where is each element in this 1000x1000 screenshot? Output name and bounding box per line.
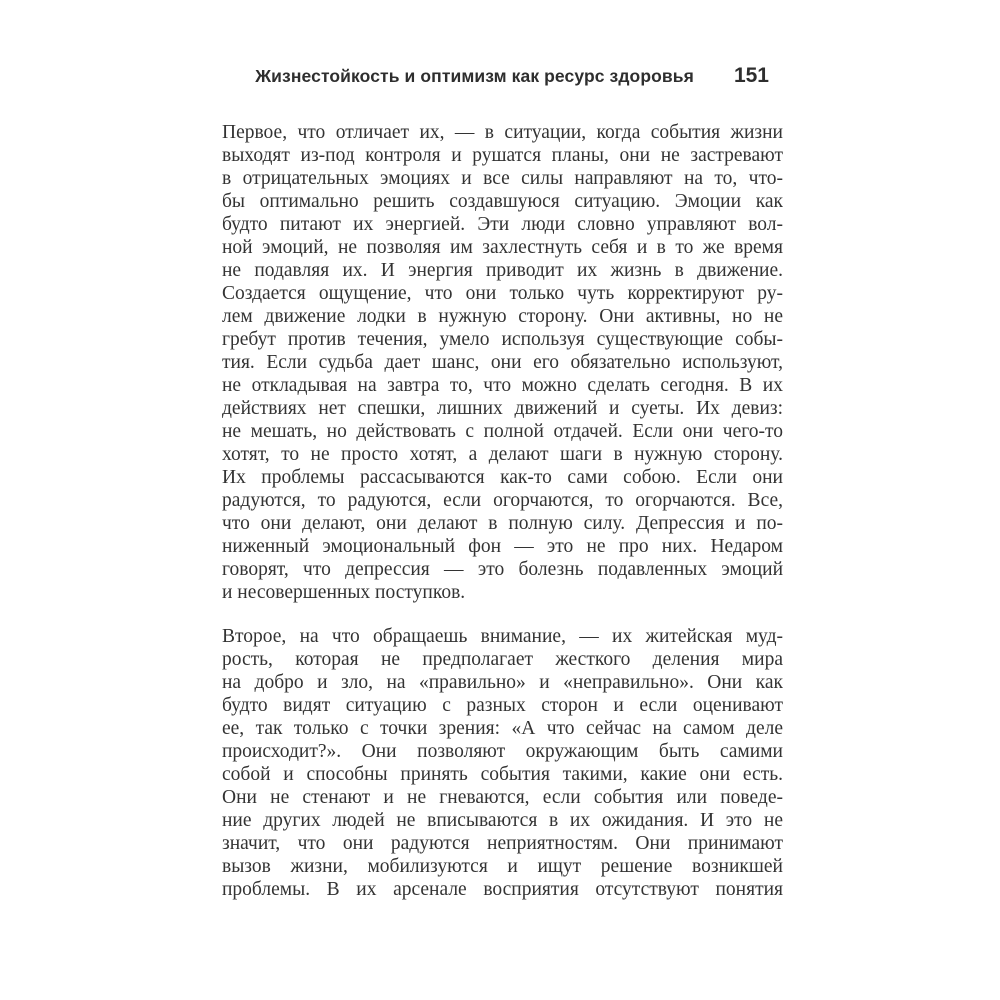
page-body: [222, 121, 783, 901]
text-line: на добро и зло, на «правильно» и «неправильно». Они как: [222, 672, 783, 693]
text-line: ной эмоций, не позволяя им захлестнуть себя и в то же время: [222, 237, 783, 258]
text-line: что они делают, они делают в полную силу. Депрессия и по-: [222, 513, 783, 534]
text-line: Второе, на что обращаешь внимание, — их житейская муд-: [222, 626, 783, 647]
text-line: радуются, то радуются, если огорчаются, то огорчаются. Все,: [222, 490, 783, 511]
text-line: Их проблемы рассасываются как-то сами собою. Если они: [222, 467, 783, 488]
text-line: говорят, что депрессия — это болезнь подавленных эмоций: [222, 559, 783, 580]
paragraph: [222, 625, 783, 901]
text-line: значит, что они радуются неприятностям. Они принимают: [222, 833, 783, 854]
text-line: и несовершенных поступков.: [222, 582, 466, 603]
text-line: ние других людей не вписываются в их ожидания. И это не: [222, 810, 783, 831]
text-line: лем движение лодки в нужную сторону. Они активны, но не: [222, 306, 783, 327]
text-line: ниженный эмоциональный фон — это не про них. Недаром: [222, 536, 783, 557]
text-line: будто питают их энергией. Эти люди словно управляют вол-: [222, 214, 783, 235]
text-line: тия. Если судьба дает шанс, они его обязательно используют,: [222, 352, 783, 373]
text-line: Первое, что отличает их, — в ситуации, когда события жизни: [222, 122, 783, 143]
text-line: в отрицательных эмоциях и все силы направляют на то, что-: [222, 168, 783, 189]
text-line: не откладывая на завтра то, что можно сделать сегодня. В их: [222, 375, 783, 396]
text-line: рость, которая не предполагает жесткого деления мира: [222, 649, 783, 670]
paragraph: [222, 121, 783, 604]
text-line: хотят, то не просто хотят, а делают шаги в нужную сторону.: [222, 444, 783, 465]
text-line: действиях нет спешки, лишних движений и суеты. Их девиз:: [222, 398, 783, 419]
text-line: не мешать, но действовать с полной отдачей. Если они чего-то: [222, 421, 783, 442]
text-line: происходит?». Они позволяют окружающим быть самими: [222, 741, 783, 762]
text-line: проблемы. В их арсенале восприятия отсутствуют понятия: [222, 879, 783, 900]
text-line: гребут против течения, умело используя существующие собы-: [222, 329, 783, 350]
text-line: вызов жизни, мобилизуются и ищут решение возникшей: [222, 856, 783, 877]
running-header: [222, 64, 783, 88]
text-line: выходят из-под контроля и рушатся планы, они не застревают: [222, 145, 783, 166]
text-line: Создается ощущение, что они только чуть корректируют ру-: [222, 283, 783, 304]
chapter-title: Жизнестойкость и оптимизм как ресурс здоровья: [255, 66, 694, 86]
text-line: не подавляя их. И энергия приводит их жизнь в движение.: [222, 260, 783, 281]
page-number: 151: [733, 64, 769, 87]
text-line: бы оптимально решить создавшуюся ситуацию. Эмоции как: [222, 191, 783, 212]
text-line: ее, так только с точки зрения: «А что сейчас на самом деле: [222, 718, 783, 739]
text-line: Они не стенают и не гневаются, если события или поведе-: [222, 787, 783, 808]
text-line: будто видят ситуацию с разных сторон и если оценивают: [222, 695, 783, 716]
text-line: собой и способны принять события такими, какие они есть.: [222, 764, 783, 785]
